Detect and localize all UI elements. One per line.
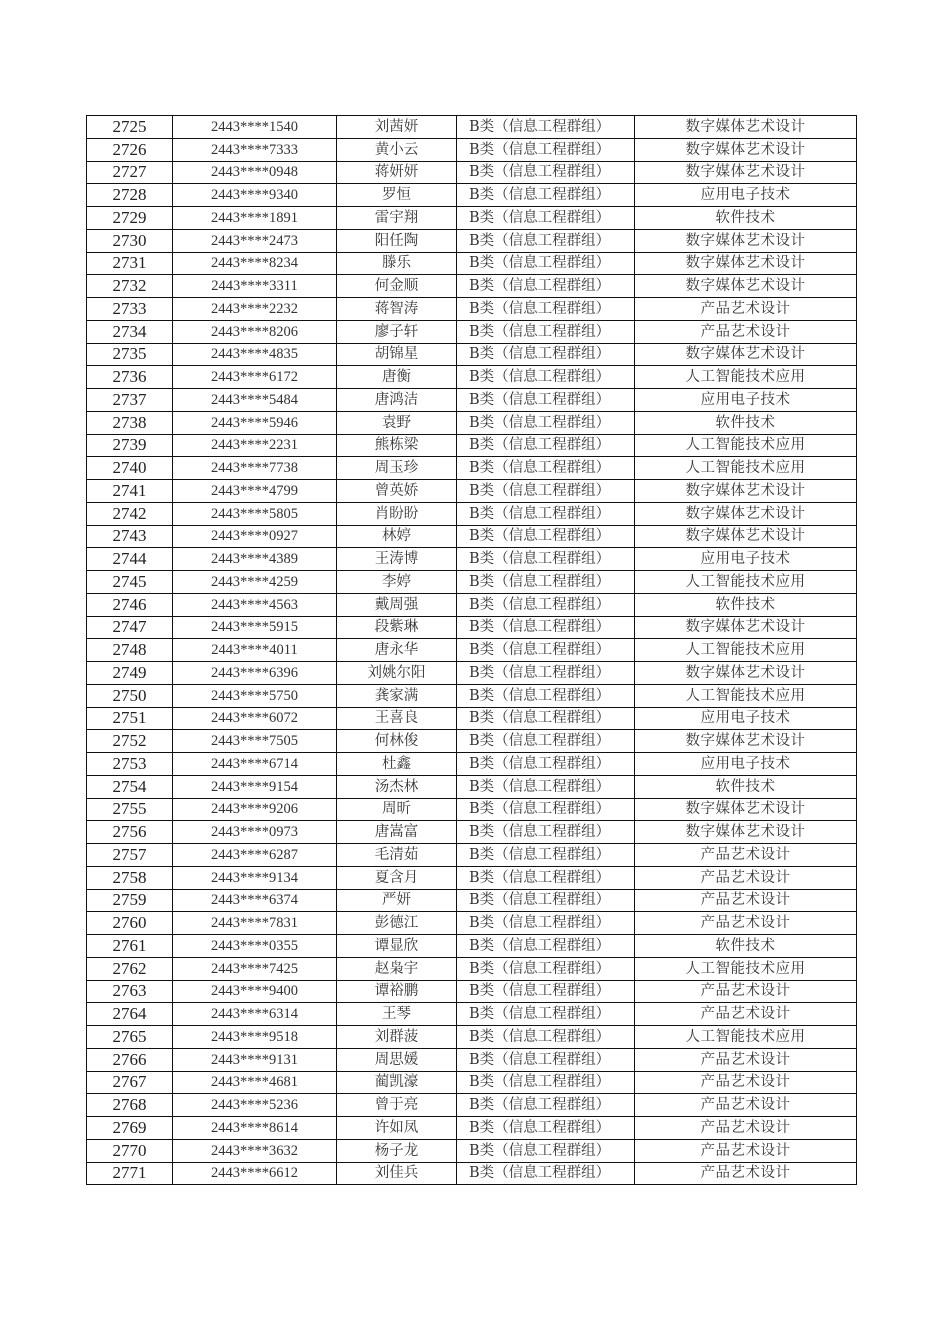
category-cell: B类（信息工程群组） bbox=[457, 1117, 635, 1140]
candidate-id-cell: 2443****5915 bbox=[173, 616, 337, 639]
row-number-cell: 2739 bbox=[87, 434, 173, 457]
table-row bbox=[87, 912, 857, 935]
major-cell: 数字媒体艺术设计 bbox=[635, 275, 857, 298]
category-cell: B类（信息工程群组） bbox=[457, 184, 635, 207]
row-number-cell: 2768 bbox=[87, 1094, 173, 1117]
student-name-cell: 严妍 bbox=[337, 889, 457, 912]
candidate-id-cell: 2443****2473 bbox=[173, 229, 337, 252]
row-number-cell: 2737 bbox=[87, 389, 173, 412]
table-row bbox=[87, 753, 857, 776]
table-row bbox=[87, 662, 857, 685]
major-cell: 数字媒体艺术设计 bbox=[635, 798, 857, 821]
major-cell: 数字媒体艺术设计 bbox=[635, 116, 857, 139]
table-row bbox=[87, 1003, 857, 1026]
table-row bbox=[87, 548, 857, 571]
student-name-cell: 杨子龙 bbox=[337, 1139, 457, 1162]
row-number-cell: 2749 bbox=[87, 662, 173, 685]
major-cell: 产品艺术设计 bbox=[635, 912, 857, 935]
category-cell: B类（信息工程群组） bbox=[457, 1094, 635, 1117]
student-name-cell: 罗恒 bbox=[337, 184, 457, 207]
row-number-cell: 2757 bbox=[87, 844, 173, 867]
candidate-id-cell: 2443****8234 bbox=[173, 252, 337, 275]
category-cell: B类（信息工程群组） bbox=[457, 207, 635, 230]
student-name-cell: 廖子轩 bbox=[337, 320, 457, 343]
category-cell: B类（信息工程群组） bbox=[457, 912, 635, 935]
major-cell: 产品艺术设计 bbox=[635, 1071, 857, 1094]
candidate-id-cell: 2443****6172 bbox=[173, 366, 337, 389]
category-cell: B类（信息工程群组） bbox=[457, 1162, 635, 1185]
category-cell: B类（信息工程群组） bbox=[457, 548, 635, 571]
student-name-cell: 曾英娇 bbox=[337, 480, 457, 503]
student-name-cell: 蔺凯濠 bbox=[337, 1071, 457, 1094]
major-cell: 产品艺术设计 bbox=[635, 1048, 857, 1071]
candidate-id-cell: 2443****6314 bbox=[173, 1003, 337, 1026]
major-cell: 产品艺术设计 bbox=[635, 320, 857, 343]
row-number-cell: 2741 bbox=[87, 480, 173, 503]
category-cell: B类（信息工程群组） bbox=[457, 434, 635, 457]
table-row bbox=[87, 821, 857, 844]
candidate-id-cell: 2443****2231 bbox=[173, 434, 337, 457]
category-cell: B类（信息工程群组） bbox=[457, 366, 635, 389]
candidate-id-cell: 2443****9206 bbox=[173, 798, 337, 821]
category-cell: B类（信息工程群组） bbox=[457, 480, 635, 503]
row-number-cell: 2742 bbox=[87, 502, 173, 525]
student-name-cell: 刘群菠 bbox=[337, 1026, 457, 1049]
table-row bbox=[87, 1048, 857, 1071]
candidate-id-cell: 2443****8206 bbox=[173, 320, 337, 343]
category-cell: B类（信息工程群组） bbox=[457, 298, 635, 321]
table-row bbox=[87, 252, 857, 275]
major-cell: 数字媒体艺术设计 bbox=[635, 502, 857, 525]
major-cell: 人工智能技术应用 bbox=[635, 639, 857, 662]
major-cell: 数字媒体艺术设计 bbox=[635, 821, 857, 844]
candidate-id-cell: 2443****1540 bbox=[173, 116, 337, 139]
row-number-cell: 2729 bbox=[87, 207, 173, 230]
table-row bbox=[87, 571, 857, 594]
candidate-id-cell: 2443****0973 bbox=[173, 821, 337, 844]
category-cell: B类（信息工程群组） bbox=[457, 980, 635, 1003]
category-cell: B类（信息工程群组） bbox=[457, 1071, 635, 1094]
candidate-id-cell: 2443****4259 bbox=[173, 571, 337, 594]
candidate-id-cell: 2443****4799 bbox=[173, 480, 337, 503]
major-cell: 应用电子技术 bbox=[635, 548, 857, 571]
major-cell: 数字媒体艺术设计 bbox=[635, 730, 857, 753]
candidate-id-cell: 2443****6072 bbox=[173, 707, 337, 730]
student-name-cell: 谭显欣 bbox=[337, 935, 457, 958]
table-row bbox=[87, 161, 857, 184]
row-number-cell: 2738 bbox=[87, 411, 173, 434]
major-cell: 人工智能技术应用 bbox=[635, 571, 857, 594]
roster-table-body bbox=[87, 116, 857, 1185]
table-row bbox=[87, 1117, 857, 1140]
student-name-cell: 肖盼盼 bbox=[337, 502, 457, 525]
table-row bbox=[87, 298, 857, 321]
major-cell: 人工智能技术应用 bbox=[635, 457, 857, 480]
candidate-id-cell: 2443****6612 bbox=[173, 1162, 337, 1185]
table-row bbox=[87, 1071, 857, 1094]
candidate-id-cell: 2443****6287 bbox=[173, 844, 337, 867]
table-row bbox=[87, 684, 857, 707]
category-cell: B类（信息工程群组） bbox=[457, 707, 635, 730]
major-cell: 产品艺术设计 bbox=[635, 889, 857, 912]
category-cell: B类（信息工程群组） bbox=[457, 457, 635, 480]
major-cell: 软件技术 bbox=[635, 935, 857, 958]
table-row bbox=[87, 116, 857, 139]
row-number-cell: 2761 bbox=[87, 935, 173, 958]
row-number-cell: 2767 bbox=[87, 1071, 173, 1094]
major-cell: 软件技术 bbox=[635, 593, 857, 616]
candidate-id-cell: 2443****3311 bbox=[173, 275, 337, 298]
major-cell: 人工智能技术应用 bbox=[635, 1026, 857, 1049]
major-cell: 人工智能技术应用 bbox=[635, 684, 857, 707]
table-row bbox=[87, 775, 857, 798]
student-name-cell: 黄小云 bbox=[337, 138, 457, 161]
category-cell: B类（信息工程群组） bbox=[457, 639, 635, 662]
category-cell: B类（信息工程群组） bbox=[457, 229, 635, 252]
table-row bbox=[87, 639, 857, 662]
major-cell: 软件技术 bbox=[635, 411, 857, 434]
student-name-cell: 周思媛 bbox=[337, 1048, 457, 1071]
table-row bbox=[87, 1094, 857, 1117]
table-row bbox=[87, 207, 857, 230]
student-name-cell: 袁野 bbox=[337, 411, 457, 434]
row-number-cell: 2754 bbox=[87, 775, 173, 798]
table-row bbox=[87, 1026, 857, 1049]
major-cell: 产品艺术设计 bbox=[635, 844, 857, 867]
category-cell: B类（信息工程群组） bbox=[457, 252, 635, 275]
row-number-cell: 2759 bbox=[87, 889, 173, 912]
row-number-cell: 2756 bbox=[87, 821, 173, 844]
student-name-cell: 雷宇翔 bbox=[337, 207, 457, 230]
candidate-id-cell: 2443****9154 bbox=[173, 775, 337, 798]
row-number-cell: 2725 bbox=[87, 116, 173, 139]
major-cell: 数字媒体艺术设计 bbox=[635, 161, 857, 184]
row-number-cell: 2748 bbox=[87, 639, 173, 662]
candidate-id-cell: 2443****6714 bbox=[173, 753, 337, 776]
table-row bbox=[87, 889, 857, 912]
table-row bbox=[87, 616, 857, 639]
table-row bbox=[87, 502, 857, 525]
row-number-cell: 2731 bbox=[87, 252, 173, 275]
student-name-cell: 汤杰林 bbox=[337, 775, 457, 798]
category-cell: B类（信息工程群组） bbox=[457, 138, 635, 161]
row-number-cell: 2750 bbox=[87, 684, 173, 707]
candidate-id-cell: 2443****5236 bbox=[173, 1094, 337, 1117]
student-name-cell: 蒋智涛 bbox=[337, 298, 457, 321]
table-row bbox=[87, 343, 857, 366]
major-cell: 应用电子技术 bbox=[635, 184, 857, 207]
student-name-cell: 彭德江 bbox=[337, 912, 457, 935]
row-number-cell: 2736 bbox=[87, 366, 173, 389]
category-cell: B类（信息工程群组） bbox=[457, 411, 635, 434]
table-row bbox=[87, 866, 857, 889]
category-cell: B类（信息工程群组） bbox=[457, 684, 635, 707]
major-cell: 数字媒体艺术设计 bbox=[635, 480, 857, 503]
row-number-cell: 2762 bbox=[87, 957, 173, 980]
category-cell: B类（信息工程群组） bbox=[457, 844, 635, 867]
student-name-cell: 唐鸿洁 bbox=[337, 389, 457, 412]
table-row bbox=[87, 389, 857, 412]
student-name-cell: 周玉珍 bbox=[337, 457, 457, 480]
candidate-id-cell: 2443****4835 bbox=[173, 343, 337, 366]
major-cell: 产品艺术设计 bbox=[635, 1117, 857, 1140]
category-cell: B类（信息工程群组） bbox=[457, 866, 635, 889]
major-cell: 产品艺术设计 bbox=[635, 1162, 857, 1185]
category-cell: B类（信息工程群组） bbox=[457, 320, 635, 343]
candidate-id-cell: 2443****9518 bbox=[173, 1026, 337, 1049]
major-cell: 软件技术 bbox=[635, 207, 857, 230]
student-name-cell: 王喜良 bbox=[337, 707, 457, 730]
major-cell: 数字媒体艺术设计 bbox=[635, 343, 857, 366]
student-name-cell: 林婷 bbox=[337, 525, 457, 548]
major-cell: 应用电子技术 bbox=[635, 753, 857, 776]
candidate-id-cell: 2443****0948 bbox=[173, 161, 337, 184]
category-cell: B类（信息工程群组） bbox=[457, 502, 635, 525]
table-row bbox=[87, 229, 857, 252]
candidate-id-cell: 2443****6374 bbox=[173, 889, 337, 912]
candidate-id-cell: 2443****4389 bbox=[173, 548, 337, 571]
major-cell: 人工智能技术应用 bbox=[635, 366, 857, 389]
table-row bbox=[87, 1162, 857, 1185]
candidate-id-cell: 2443****5805 bbox=[173, 502, 337, 525]
row-number-cell: 2751 bbox=[87, 707, 173, 730]
category-cell: B类（信息工程群组） bbox=[457, 662, 635, 685]
row-number-cell: 2728 bbox=[87, 184, 173, 207]
category-cell: B类（信息工程群组） bbox=[457, 1139, 635, 1162]
major-cell: 数字媒体艺术设计 bbox=[635, 525, 857, 548]
student-name-cell: 胡锦星 bbox=[337, 343, 457, 366]
student-name-cell: 段紫琳 bbox=[337, 616, 457, 639]
student-name-cell: 刘佳兵 bbox=[337, 1162, 457, 1185]
category-cell: B类（信息工程群组） bbox=[457, 1048, 635, 1071]
table-row bbox=[87, 275, 857, 298]
candidate-id-cell: 2443****4563 bbox=[173, 593, 337, 616]
student-name-cell: 赵枭宇 bbox=[337, 957, 457, 980]
category-cell: B类（信息工程群组） bbox=[457, 935, 635, 958]
candidate-id-cell: 2443****5750 bbox=[173, 684, 337, 707]
student-name-cell: 刘姚尔阳 bbox=[337, 662, 457, 685]
row-number-cell: 2733 bbox=[87, 298, 173, 321]
row-number-cell: 2745 bbox=[87, 571, 173, 594]
student-name-cell: 唐永华 bbox=[337, 639, 457, 662]
student-name-cell: 谭裕鹏 bbox=[337, 980, 457, 1003]
student-name-cell: 何林俊 bbox=[337, 730, 457, 753]
student-name-cell: 夏含月 bbox=[337, 866, 457, 889]
major-cell: 产品艺术设计 bbox=[635, 1139, 857, 1162]
table-row bbox=[87, 411, 857, 434]
row-number-cell: 2735 bbox=[87, 343, 173, 366]
candidate-id-cell: 2443****3632 bbox=[173, 1139, 337, 1162]
row-number-cell: 2744 bbox=[87, 548, 173, 571]
student-name-cell: 王涛博 bbox=[337, 548, 457, 571]
row-number-cell: 2752 bbox=[87, 730, 173, 753]
candidate-id-cell: 2443****5946 bbox=[173, 411, 337, 434]
row-number-cell: 2726 bbox=[87, 138, 173, 161]
category-cell: B类（信息工程群组） bbox=[457, 593, 635, 616]
major-cell: 产品艺术设计 bbox=[635, 1094, 857, 1117]
row-number-cell: 2771 bbox=[87, 1162, 173, 1185]
student-name-cell: 李婷 bbox=[337, 571, 457, 594]
category-cell: B类（信息工程群组） bbox=[457, 775, 635, 798]
major-cell: 软件技术 bbox=[635, 775, 857, 798]
row-number-cell: 2755 bbox=[87, 798, 173, 821]
major-cell: 人工智能技术应用 bbox=[635, 434, 857, 457]
student-name-cell: 蒋妍妍 bbox=[337, 161, 457, 184]
table-row bbox=[87, 730, 857, 753]
table-row bbox=[87, 957, 857, 980]
category-cell: B类（信息工程群组） bbox=[457, 1003, 635, 1026]
category-cell: B类（信息工程群组） bbox=[457, 889, 635, 912]
table-row bbox=[87, 138, 857, 161]
row-number-cell: 2753 bbox=[87, 753, 173, 776]
candidate-id-cell: 2443****5484 bbox=[173, 389, 337, 412]
table-row bbox=[87, 980, 857, 1003]
candidate-id-cell: 2443****2232 bbox=[173, 298, 337, 321]
row-number-cell: 2764 bbox=[87, 1003, 173, 1026]
category-cell: B类（信息工程群组） bbox=[457, 571, 635, 594]
student-name-cell: 何金顺 bbox=[337, 275, 457, 298]
student-name-cell: 唐嵩富 bbox=[337, 821, 457, 844]
category-cell: B类（信息工程群组） bbox=[457, 753, 635, 776]
category-cell: B类（信息工程群组） bbox=[457, 798, 635, 821]
category-cell: B类（信息工程群组） bbox=[457, 730, 635, 753]
category-cell: B类（信息工程群组） bbox=[457, 343, 635, 366]
row-number-cell: 2732 bbox=[87, 275, 173, 298]
student-name-cell: 熊栋梁 bbox=[337, 434, 457, 457]
row-number-cell: 2740 bbox=[87, 457, 173, 480]
candidate-id-cell: 2443****7425 bbox=[173, 957, 337, 980]
category-cell: B类（信息工程群组） bbox=[457, 616, 635, 639]
candidate-id-cell: 2443****8614 bbox=[173, 1117, 337, 1140]
student-name-cell: 曾于亮 bbox=[337, 1094, 457, 1117]
row-number-cell: 2743 bbox=[87, 525, 173, 548]
admission-roster-table bbox=[86, 115, 857, 1185]
candidate-id-cell: 2443****9340 bbox=[173, 184, 337, 207]
row-number-cell: 2747 bbox=[87, 616, 173, 639]
candidate-id-cell: 2443****7333 bbox=[173, 138, 337, 161]
candidate-id-cell: 2443****9400 bbox=[173, 980, 337, 1003]
category-cell: B类（信息工程群组） bbox=[457, 161, 635, 184]
table-row bbox=[87, 798, 857, 821]
row-number-cell: 2769 bbox=[87, 1117, 173, 1140]
candidate-id-cell: 2443****7505 bbox=[173, 730, 337, 753]
major-cell: 应用电子技术 bbox=[635, 389, 857, 412]
student-name-cell: 唐衡 bbox=[337, 366, 457, 389]
category-cell: B类（信息工程群组） bbox=[457, 821, 635, 844]
table-row bbox=[87, 480, 857, 503]
row-number-cell: 2758 bbox=[87, 866, 173, 889]
candidate-id-cell: 2443****6396 bbox=[173, 662, 337, 685]
major-cell: 数字媒体艺术设计 bbox=[635, 229, 857, 252]
major-cell: 产品艺术设计 bbox=[635, 1003, 857, 1026]
row-number-cell: 2763 bbox=[87, 980, 173, 1003]
major-cell: 数字媒体艺术设计 bbox=[635, 252, 857, 275]
row-number-cell: 2760 bbox=[87, 912, 173, 935]
major-cell: 产品艺术设计 bbox=[635, 866, 857, 889]
major-cell: 产品艺术设计 bbox=[635, 298, 857, 321]
category-cell: B类（信息工程群组） bbox=[457, 957, 635, 980]
candidate-id-cell: 2443****9134 bbox=[173, 866, 337, 889]
candidate-id-cell: 2443****9131 bbox=[173, 1048, 337, 1071]
category-cell: B类（信息工程群组） bbox=[457, 275, 635, 298]
table-row bbox=[87, 935, 857, 958]
table-row bbox=[87, 184, 857, 207]
row-number-cell: 2727 bbox=[87, 161, 173, 184]
candidate-id-cell: 2443****7831 bbox=[173, 912, 337, 935]
major-cell: 数字媒体艺术设计 bbox=[635, 662, 857, 685]
student-name-cell: 滕乐 bbox=[337, 252, 457, 275]
major-cell: 数字媒体艺术设计 bbox=[635, 616, 857, 639]
candidate-id-cell: 2443****0355 bbox=[173, 935, 337, 958]
major-cell: 产品艺术设计 bbox=[635, 980, 857, 1003]
student-name-cell: 阳任陶 bbox=[337, 229, 457, 252]
table-row bbox=[87, 1139, 857, 1162]
row-number-cell: 2746 bbox=[87, 593, 173, 616]
student-name-cell: 龚家满 bbox=[337, 684, 457, 707]
student-name-cell: 许如凤 bbox=[337, 1117, 457, 1140]
row-number-cell: 2766 bbox=[87, 1048, 173, 1071]
candidate-id-cell: 2443****4681 bbox=[173, 1071, 337, 1094]
category-cell: B类（信息工程群组） bbox=[457, 525, 635, 548]
table-row bbox=[87, 844, 857, 867]
table-row bbox=[87, 366, 857, 389]
row-number-cell: 2734 bbox=[87, 320, 173, 343]
table-row bbox=[87, 457, 857, 480]
table-row bbox=[87, 525, 857, 548]
student-name-cell: 毛清茹 bbox=[337, 844, 457, 867]
candidate-id-cell: 2443****1891 bbox=[173, 207, 337, 230]
category-cell: B类（信息工程群组） bbox=[457, 1026, 635, 1049]
student-name-cell: 刘茜妍 bbox=[337, 116, 457, 139]
candidate-id-cell: 2443****4011 bbox=[173, 639, 337, 662]
major-cell: 应用电子技术 bbox=[635, 707, 857, 730]
row-number-cell: 2770 bbox=[87, 1139, 173, 1162]
candidate-id-cell: 2443****0927 bbox=[173, 525, 337, 548]
row-number-cell: 2730 bbox=[87, 229, 173, 252]
category-cell: B类（信息工程群组） bbox=[457, 389, 635, 412]
student-name-cell: 戴周强 bbox=[337, 593, 457, 616]
student-name-cell: 周昕 bbox=[337, 798, 457, 821]
student-name-cell: 王琴 bbox=[337, 1003, 457, 1026]
table-row bbox=[87, 707, 857, 730]
major-cell: 数字媒体艺术设计 bbox=[635, 138, 857, 161]
table-row bbox=[87, 593, 857, 616]
row-number-cell: 2765 bbox=[87, 1026, 173, 1049]
student-name-cell: 杜鑫 bbox=[337, 753, 457, 776]
category-cell: B类（信息工程群组） bbox=[457, 116, 635, 139]
candidate-id-cell: 2443****7738 bbox=[173, 457, 337, 480]
major-cell: 人工智能技术应用 bbox=[635, 957, 857, 980]
table-row bbox=[87, 434, 857, 457]
table-row bbox=[87, 320, 857, 343]
